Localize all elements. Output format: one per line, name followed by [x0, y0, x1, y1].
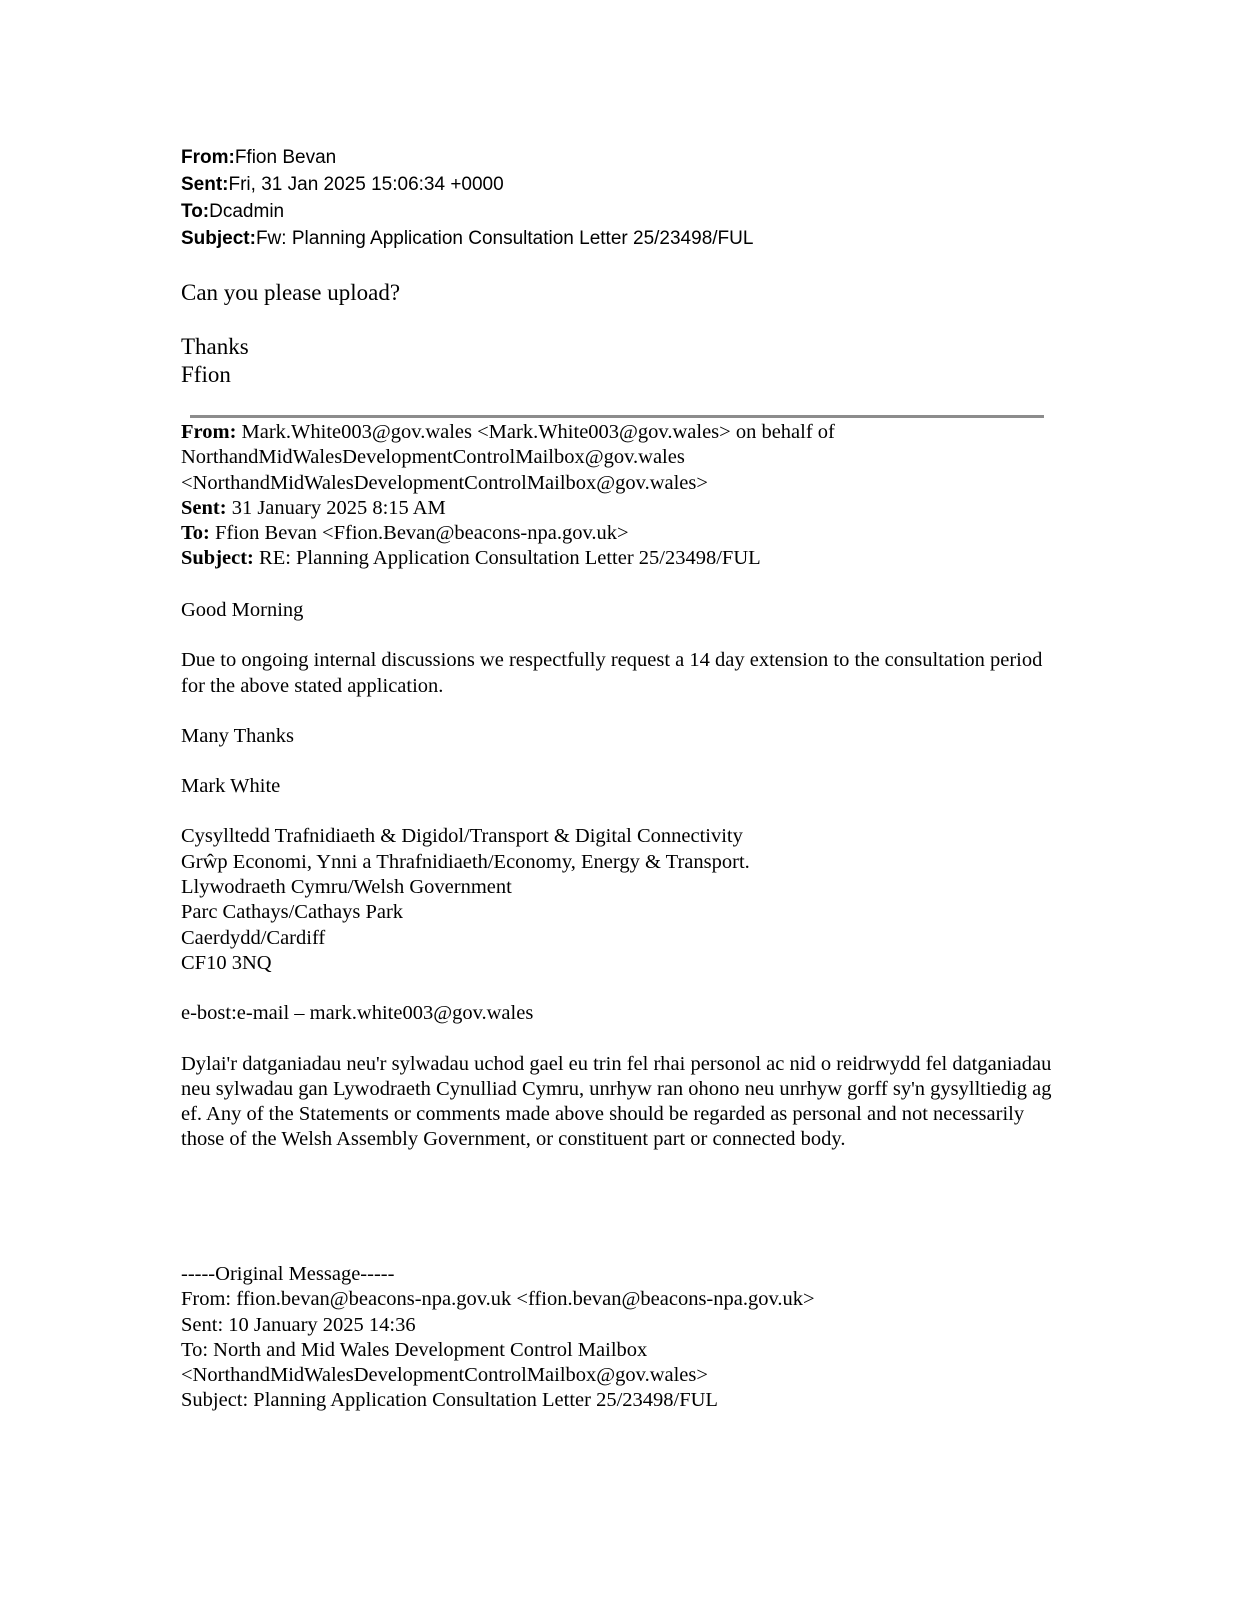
original-to-line1: To: North and Mid Wales Development Control Mailbox [181, 1338, 648, 1361]
forward-request: Can you please upload? [181, 280, 401, 305]
address-line: CF10 3NQ [181, 951, 272, 974]
address-line: Parc Cathays/Cathays Park [181, 901, 404, 924]
original-subject: Subject: Planning Application Consultation Letter 25/23498/FUL [181, 1389, 718, 1412]
reply-to-value: Ffion Bevan <Ffion.Bevan@beacons-npa.gov.uk> [209, 522, 629, 545]
forward-body [181, 279, 400, 389]
forward-subject-value: Fw: Planning Application Consultation Letter 25/23498/FUL [255, 228, 754, 249]
forward-to-label: To: [181, 201, 210, 222]
forward-subject-label: Subject: [181, 228, 256, 249]
reply-from-line1: Mark.White003@gov.wales <Mark.White003@gov.wales> on behalf of [236, 421, 835, 443]
header-divider [190, 415, 1044, 418]
forward-header [181, 144, 753, 252]
forward-sent-row [181, 171, 753, 198]
reply-sent-value: 31 January 2025 8:15 AM [226, 496, 446, 519]
reply-name: Mark White [181, 775, 281, 798]
reply-body [181, 598, 1061, 1178]
reply-to-row [181, 521, 1061, 546]
forward-from-value: Ffion Bevan [234, 147, 337, 168]
address-line: Llywodraeth Cymru/Welsh Government [181, 876, 512, 899]
reply-greeting: Good Morning [181, 599, 304, 621]
forward-thanks: Thanks [181, 334, 249, 359]
original-message-marker: -----Original Message----- [181, 1263, 395, 1285]
reply-header [181, 420, 1061, 572]
address-line: Grŵp Economi, Ynni a Thrafnidiaeth/Economy, Energy & Transport. [181, 850, 750, 873]
address-line: Cysylltedd Trafnidiaeth & Digidol/Transport & Digital Connectivity [181, 825, 743, 848]
forward-to-value: Dcadmin [209, 201, 285, 222]
reply-from-label: From: [181, 421, 237, 443]
reply-from-line2: NorthandMidWalesDevelopmentControlMailbox@gov.wales [181, 446, 685, 469]
reply-subject-row [181, 546, 1061, 571]
reply-from-line3: <NorthandMidWalesDevelopmentControlMailbox@gov.wales> [181, 471, 708, 494]
reply-request: Due to ongoing internal discussions we respectfully request a 14 day extension to the consultation period for the above stated application. [181, 649, 1043, 697]
reply-to-label: To: [181, 522, 210, 545]
reply-sent-row [181, 496, 1061, 521]
forward-to-row [181, 198, 753, 225]
disclaimer: Dylai'r datganiadau neu'r sylwadau uchod gael eu trin fel rhai personol ac nid o reidrwydd fel datganiadau neu sylwadau gan Lywodraeth Cynulliad Cymru, unrhyw ran ohono neu unrhyw gorff sy'n gysylltiedig ag ef. Any of the Statements or comments made above should be regarded as personal and not necessarily those of the Welsh Assembly Government, or constituent part or connected body. [181, 1052, 1052, 1151]
signature-email: e-bost:e-mail – mark.white003@gov.wales [181, 1002, 534, 1025]
reply-subject-value: RE: Planning Application Consultation Letter 25/23498/FUL [253, 547, 761, 570]
forward-from-label: From: [181, 147, 235, 168]
reply-from-row [181, 420, 1061, 445]
reply-subject-label: Subject: [181, 547, 254, 570]
reply-sent-label: Sent: [181, 496, 227, 519]
forward-signoff: Ffion [181, 362, 231, 387]
forward-sent-label: Sent: [181, 174, 229, 195]
address-line: Caerdydd/Cardiff [181, 926, 326, 949]
forward-subject-row [181, 225, 753, 252]
forward-from-row [181, 144, 753, 171]
reply-thanks: Many Thanks [181, 724, 294, 747]
original-sent: Sent: 10 January 2025 14:36 [181, 1313, 416, 1336]
signature-address [181, 824, 1061, 976]
forward-sent-value: Fri, 31 Jan 2025 15:06:34 +0000 [228, 174, 504, 195]
original-message [181, 1262, 1061, 1414]
original-to-line2: <NorthandMidWalesDevelopmentControlMailbox@gov.wales> [181, 1364, 708, 1387]
original-from: From: ffion.bevan@beacons-npa.gov.uk <ffion.bevan@beacons-npa.gov.uk> [181, 1288, 815, 1311]
